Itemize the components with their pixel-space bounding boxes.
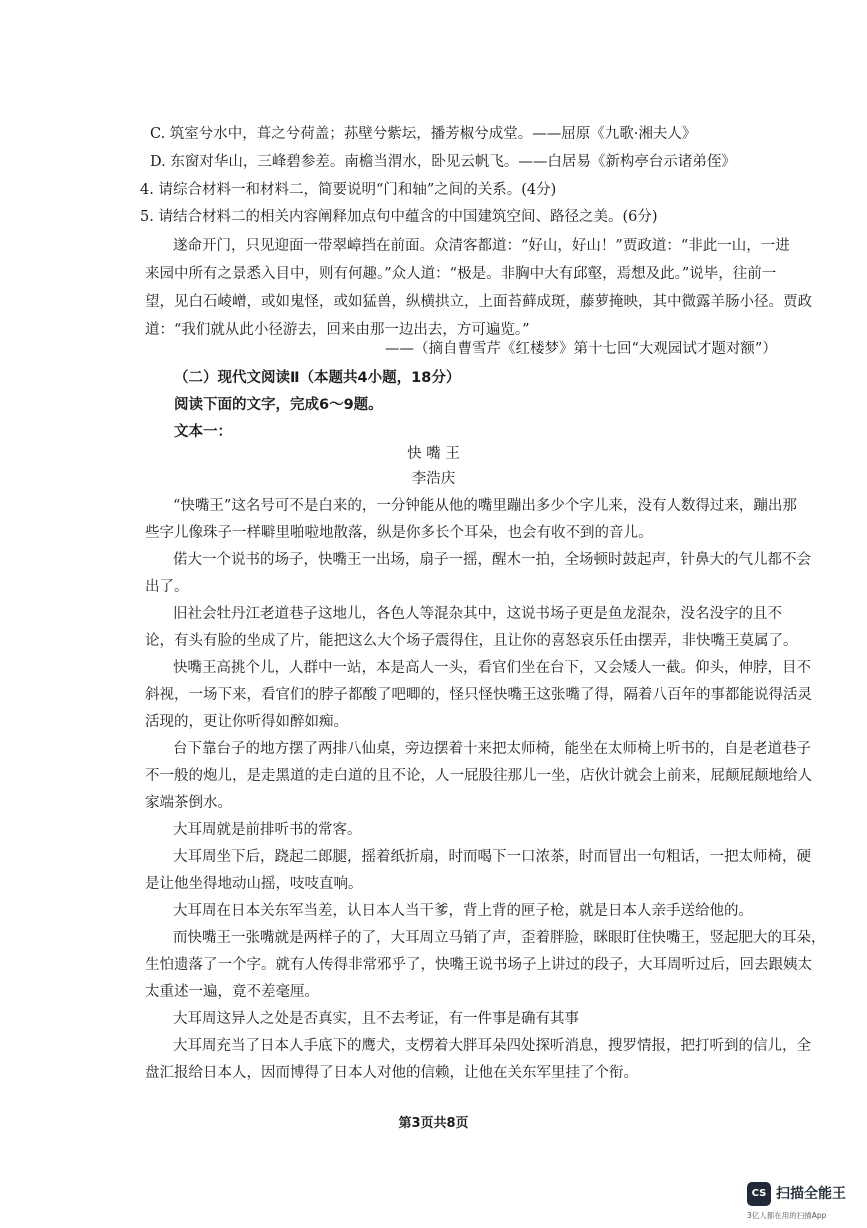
text-line-p4c: 活现的，更让你听得如醉如痴。 bbox=[145, 714, 348, 730]
text-line-p4b: 斜视，一场下来，看官们的脖子都酸了吧唧的，怪只怪快嘴王这张嘴了得，隔着八百年的事都能说得活灵 bbox=[145, 687, 812, 703]
text-line-p6: 大耳周就是前排听书的常客。 bbox=[173, 822, 362, 838]
text-line-p3a: 旧社会牡丹江老道巷子这地儿，各色人等混杂其中，这说书场子更是鱼龙混杂，没名没字的且不 bbox=[173, 606, 782, 622]
text-line-optC: C. 筑室兮水中，葺之兮荷盖；荪壁兮紫坛，播芳椒兮成堂。——屈原《九歌·湘夫人》 bbox=[150, 126, 697, 142]
text-line-instr: 阅读下面的文字，完成6～9题。 bbox=[174, 397, 383, 413]
text-line-p11b: 盘汇报给日本人，因而博得了日本人对他的信赖，让他在关东军里挂了个衔。 bbox=[145, 1065, 638, 1081]
text-line-p1b: 些字儿像珠子一样噼里啪啦地散落，纵是你多长个耳朵，也会有收不到的音儿。 bbox=[145, 525, 653, 541]
text-line-q5: 5. 请结合材料二的相关内容阐释加点句中蕴含的中国建筑空间、路径之美。(6分) bbox=[140, 209, 658, 225]
text-line-p1a: “快嘴王”这名号可不是白来的，一分钟能从他的嘴里蹦出多少个字儿来，没有人数得过来，蹦出那 bbox=[173, 498, 797, 514]
text-line-p7b: 是让他坐得地动山摇，吱吱直响。 bbox=[145, 876, 363, 892]
text-line-p9c: 太重述一遍，竟不差毫厘。 bbox=[145, 984, 319, 1000]
text-line-p5c: 家端茶倒水。 bbox=[145, 795, 232, 811]
text-line-q4: 4. 请综合材料一和材料二，简要说明“门和轴”之间的关系。(4分) bbox=[140, 182, 557, 198]
text-line-p7a: 大耳周坐下后，跷起二郎腿，摇着纸折扇，时而喝下一口浓茶，时而冒出一句粗话，一把太师椅，硬 bbox=[173, 849, 811, 865]
camscanner-logo-icon: CS bbox=[747, 1182, 771, 1206]
text-line-p4a: 快嘴王高挑个儿，人群中一站，本是高人一头，看官们坐在台下，又会矮人一截。仰头，伸脖，目不 bbox=[173, 660, 811, 676]
text-line-p5b: 不一般的炮儿，是走黑道的走白道的且不论，人一屁股往那儿一坐，店伙计就会上前来，屁颠屁颠地给人 bbox=[145, 768, 812, 784]
watermark-title: 扫描全能王 bbox=[776, 1186, 846, 1202]
text-line-ex2: 来园中所有之景悉入目中，则有何趣。”众人道：“极是。非胸中大有邱壑，焉想及此。”说毕，往前一 bbox=[145, 266, 777, 282]
text-line-author: 李浩庆 bbox=[411, 471, 456, 487]
text-line-p2a: 偌大一个说书的场子，快嘴王一出场，扇子一摇，醒木一拍，全场顿时鼓起声，针鼻大的气儿都不会 bbox=[173, 552, 811, 568]
text-line-p9b: 生怕遗落了一个字。就有人传得非常邪乎了，快嘴王说书场子上讲过的段子，大耳周听过后，回去跟姨太 bbox=[145, 957, 812, 973]
text-line-p8: 大耳周在日本关东军当差，认日本人当干爹，背上背的匣子枪，就是日本人亲手送给他的。 bbox=[173, 903, 753, 919]
text-line-ex3: 望，见白石崚嶒，或如鬼怪，或如猛兽，纵横拱立，上面苔藓成斑，藤萝掩映，其中微露羊肠小径。贾政 bbox=[145, 294, 812, 310]
text-line-p10: 大耳周这异人之处是否真实，且不去考证，有一件事是确有其事 bbox=[173, 1011, 579, 1027]
text-line-p3b: 论，有头有脸的坐成了片，能把这么大个场子震得住，且让你的喜怒哀乐任由摆弄，非快嘴王莫属了。 bbox=[145, 633, 798, 649]
text-line-p9a: 而快嘴王一张嘴就是两样子的了，大耳周立马销了声，歪着胖脸，眯眼盯住快嘴王，竖起肥大的耳朵， bbox=[173, 930, 826, 946]
text-line-p2b: 出了。 bbox=[145, 579, 189, 595]
scanner-watermark bbox=[747, 1182, 857, 1222]
text-line-optD: D. 东窗对华山，三峰碧参差。南檐当渭水，卧见云帆飞。——白居易《新构亭台示诸弟侄》 bbox=[150, 154, 736, 170]
text-line-ex1: 遂命开门，只见迎面一带翠嶂挡在前面。众清客都道：“好山，好山！”贾政道：“非此一山，一进 bbox=[173, 238, 790, 254]
text-line-text1: 文本一： bbox=[174, 424, 232, 440]
text-line-p5a: 台下靠台子的地方摆了两排八仙桌，旁边摆着十来把太师椅，能坐在太师椅上听书的，自是老道巷子 bbox=[173, 741, 811, 757]
text-line-sec2: （二）现代文阅读Ⅱ（本题共4小题，18分） bbox=[174, 370, 461, 386]
text-line-ex4: 道：“我们就从此小径游去，回来由那一边出去，方可遍览。” bbox=[145, 322, 530, 338]
text-line-title: 快 嘴 王 bbox=[407, 446, 460, 462]
watermark-subtitle: 3亿人都在用的扫描App bbox=[747, 1211, 827, 1220]
text-line-cite: ——（摘自曹雪芹《红楼梦》第十七回“大观园试才题对额”） bbox=[385, 341, 777, 357]
page-footer: 第3页共8页 bbox=[398, 1116, 469, 1131]
text-line-p11a: 大耳周充当了日本人手底下的鹰犬，支楞着大胖耳朵四处探听消息，搜罗情报，把打听到的信儿，全 bbox=[173, 1038, 811, 1054]
